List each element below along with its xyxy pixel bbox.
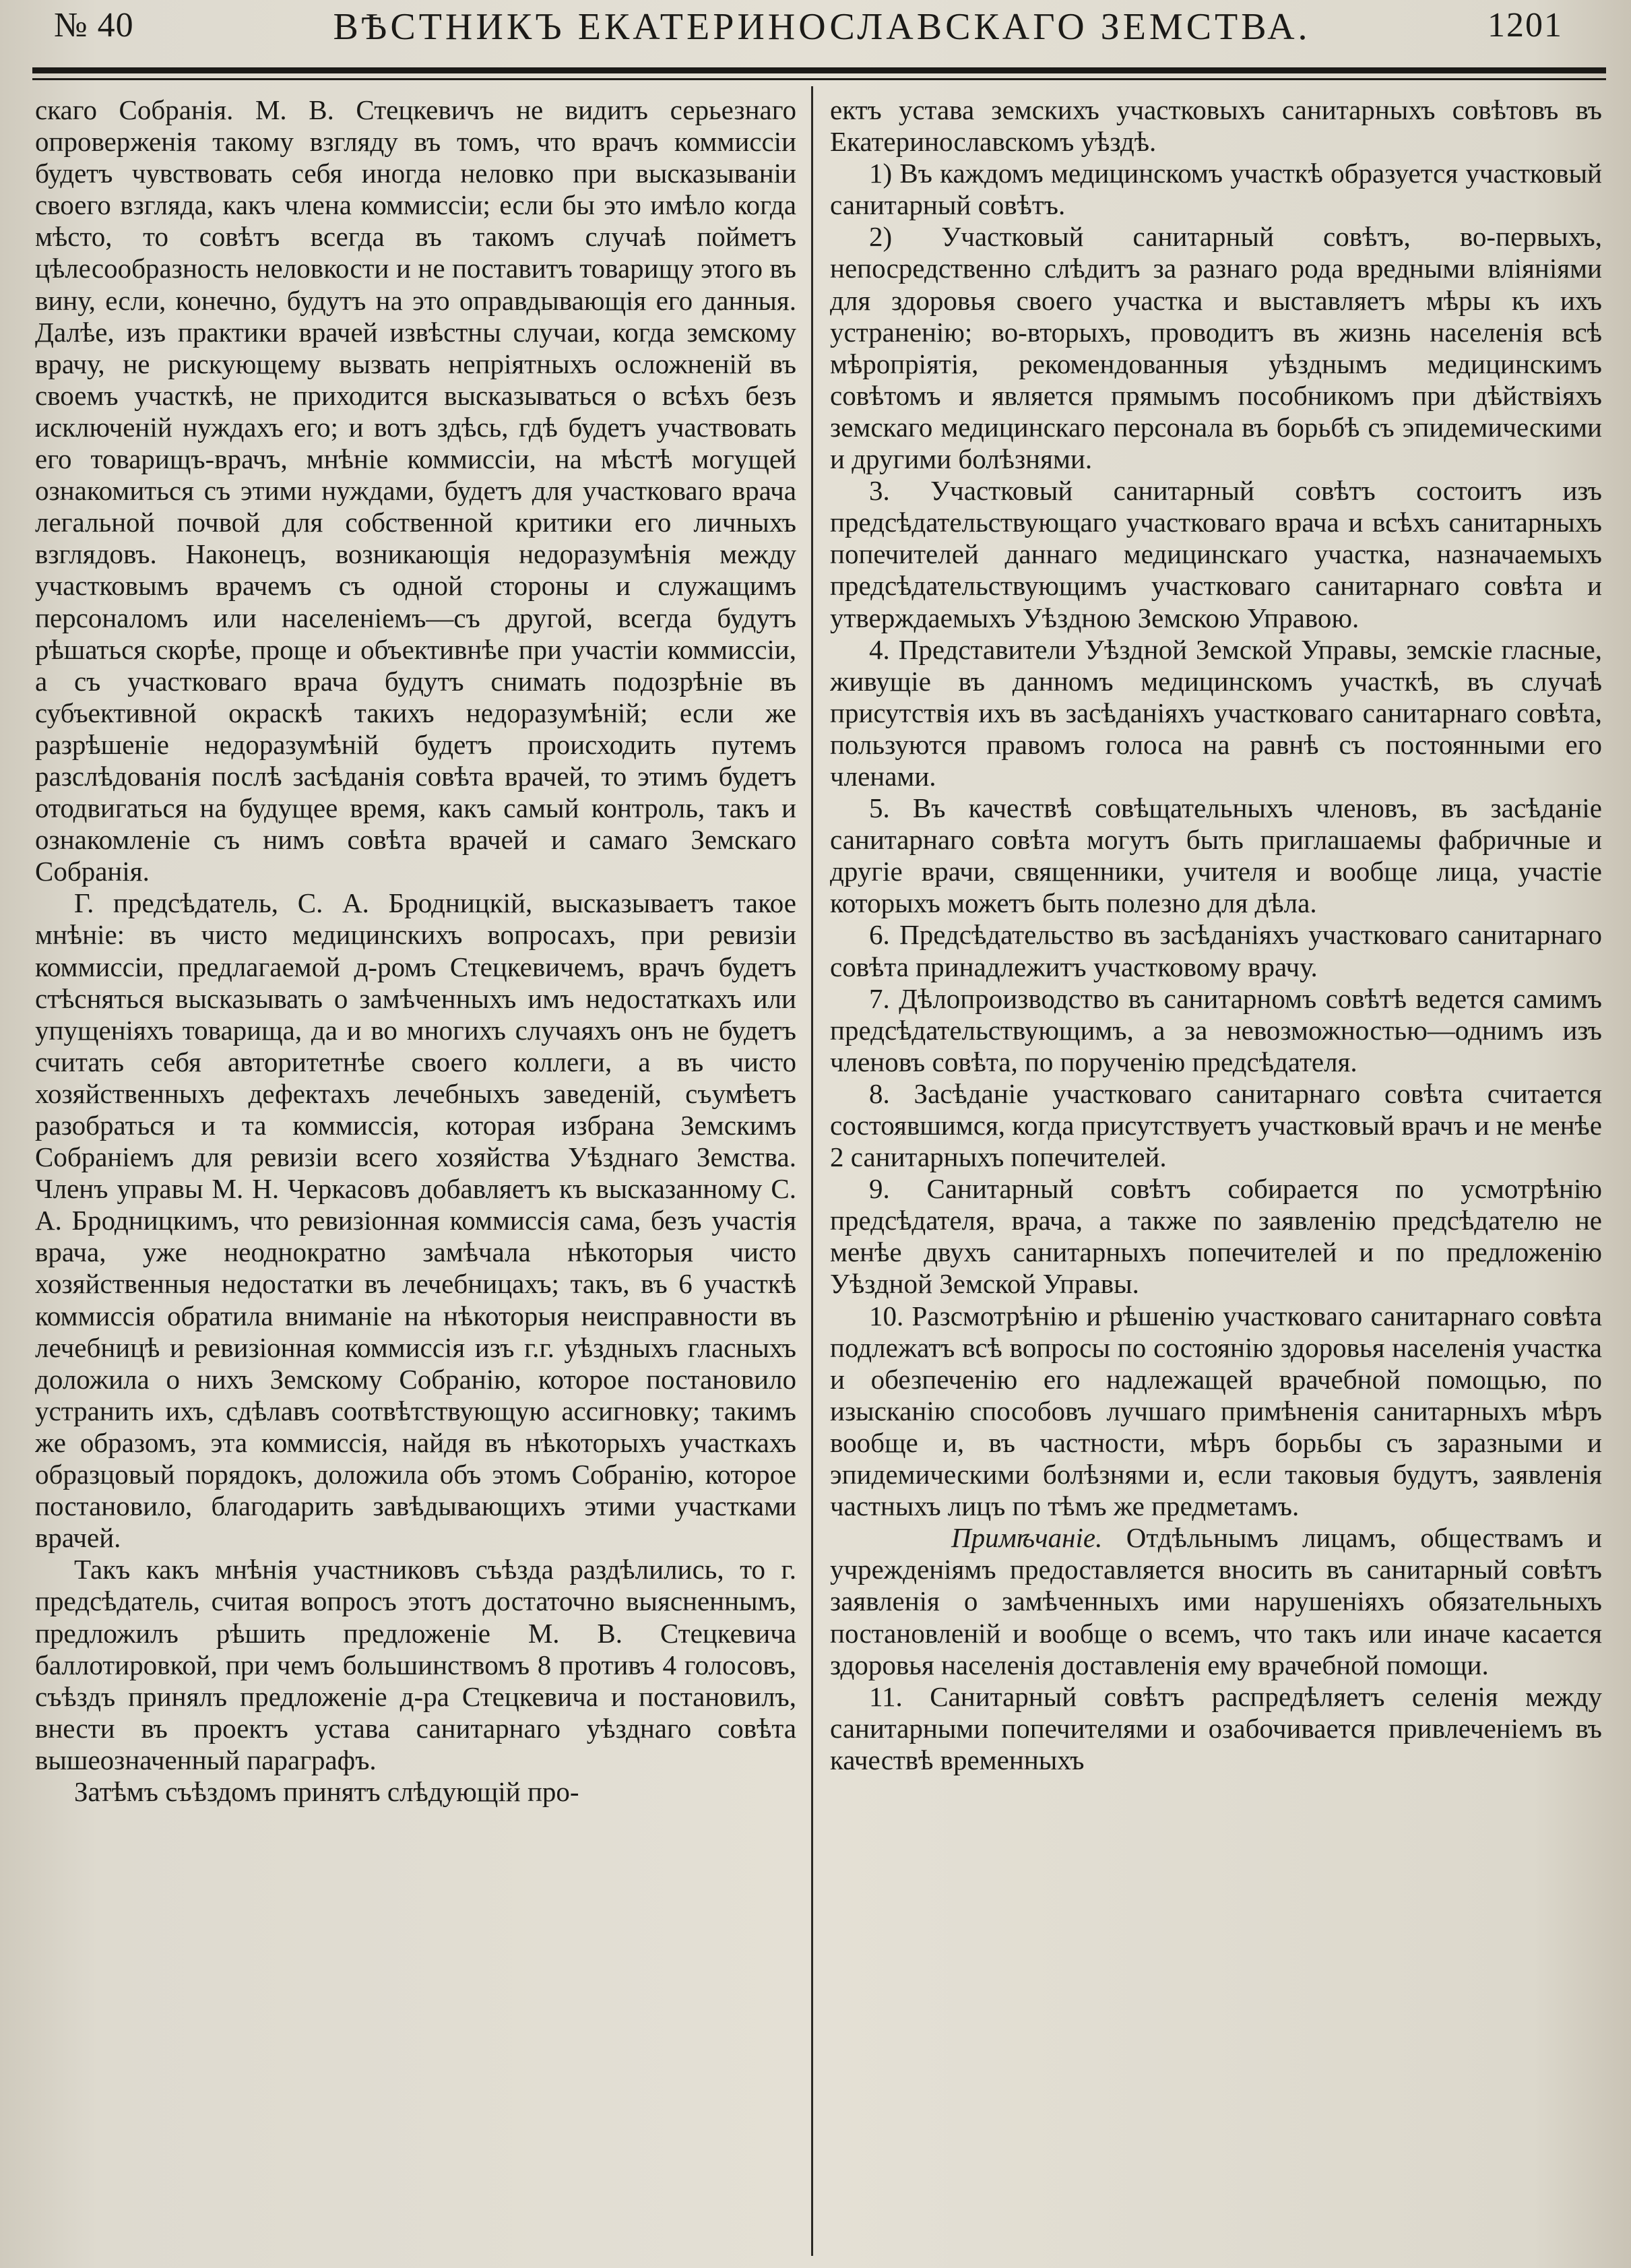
journal-title: ВѢСТНИКЪ ЕКАТЕРИНОСЛАВСКАГО ЗЕМСТВА.	[333, 6, 1311, 48]
column-divider	[811, 86, 813, 2256]
article-6: 6. Предсѣдательство въ засѣданіяхъ участковаго санитарнаго совѣта принадлежитъ участковому врачу.	[830, 919, 1602, 982]
left-paragraph-1: скаго Собранія. М. В. Стецкевичъ не видитъ серьезнаго опроверженія такому взгляду въ томъ, что врачъ коммиссіи будетъ чувствовать себя иногда неловко при высказываніи своего взгляда, какъ члена коммиссіи; если бы это имѣло когда мѣсто, то совѣтъ всегда въ такомъ случаѣ пойметъ цѣлесообразность неловкости и не поставитъ товарищу этого въ вину, если, конечно, будутъ на это оправдывающія его данныя. Далѣе, изъ практики врачей извѣстны случаи, когда земскому врачу, не рискующему вызвать непріятныхъ осложненій въ своемъ участкѣ, не приходится высказываться о всѣхъ безъ исключеній нуждахъ его; и вотъ здѣсь, гдѣ будетъ участвовать его товарищъ-врачъ, мнѣніе коммиссіи, на мѣстѣ могущей ознакомиться съ этими нуждами, будетъ для участковаго врача легальной почвой для собственной критики его личныхъ взглядовъ. Наконецъ, возникающія недоразумѣнія между участковымъ врачемъ съ одной стороны и служащимъ персоналомъ или населеніемъ—съ другой, всегда будутъ рѣшаться скорѣе, проще и объективнѣе при участіи коммиссіи, а съ участковаго врача будутъ снимать подозрѣніе въ субъективной окраскѣ такихъ недоразумѣній; если же разрѣшеніе недоразумѣній будетъ происходить путемъ разслѣдованія послѣ засѣданія совѣта врачей, то этимъ будетъ отодвигаться на будущее время, какъ самый контроль, такъ и ознакомленіе съ нимъ совѣта врачей и самаго Земскаго Собранія.	[35, 94, 796, 887]
article-1: 1) Въ каждомъ медицинскомъ участкѣ образуется участковый санитарный совѣтъ.	[830, 158, 1602, 221]
right-paragraph-1: ектъ устава земскихъ участковыхъ санитарныхъ совѣтовъ въ Екатеринославскомъ уѣздѣ.	[830, 94, 1602, 158]
left-paragraph-2: Г. предсѣдатель, С. А. Бродницкій, высказываетъ такое мнѣніе: въ чисто медицинскихъ вопросахъ, при ревизіи коммиссіи, предлагаемой д-ромъ Стецкевичемъ, врачъ будетъ стѣсняться высказывать о замѣченныхъ имъ недостаткахъ или упущеніяхъ товарища, да и во многихъ случаяхъ онъ не будетъ считать себя авторитетнѣе своего коллеги, а въ чисто хозяйственныхъ дефектахъ лечебныхъ заведеній, съумѣетъ разобраться и та коммиссія, которая избрана Земскимъ Собраніемъ для ревизіи всего хозяйства Уѣзднаго Земства. Членъ управы М. Н. Черкасовъ добавляетъ къ высказанному С. А. Бродницкимъ, что ревизіонная коммиссія сама, безъ участія врача, уже неоднократно замѣчала нѣкоторыя чисто хозяйственныя недостатки въ лечебницахъ; такъ, въ 6 участкѣ коммиссія обратила вниманіе на нѣкоторыя неисправности въ лечебницѣ и ревизіонная коммиссія изъ г.г. уѣздныхъ гласныхъ доложила о нихъ Земскому Собранію, которое постановило устранить ихъ, сдѣлавъ соотвѣтствующую ассигновку; такимъ же образомъ, эта коммиссія, найдя въ нѣкоторыхъ участкахъ образцовый порядокъ, доложила объ этомъ Собранію, которое постановило, благодарить завѣдывающихъ этими участками врачей.	[35, 887, 796, 1554]
right-column	[830, 94, 1602, 2264]
left-column	[35, 94, 796, 2264]
issue-number: № 40	[54, 6, 134, 44]
article-11: 11. Санитарный совѣтъ распредѣляетъ селенія между санитарными попечителями и озабочивается привлеченіемъ въ качествѣ временныхъ	[830, 1680, 1602, 1775]
left-paragraph-4: Затѣмъ съѣздомъ принятъ слѣдующій про-	[74, 1775, 579, 1807]
article-5: 5. Въ качествѣ совѣщательныхъ членовъ, въ засѣданіе санитарнаго совѣта могутъ быть приглашаемы фабричные и другіе врачи, священники, учителя и вообще лица, участіе которыхъ можетъ быть полезно для дѣла.	[830, 792, 1602, 919]
article-8: 8. Засѣданіе участковаго санитарнаго совѣта считается состоявшимся, когда присутствуетъ участковый врачъ и не менѣе 2 санитарныхъ попечителей.	[830, 1077, 1602, 1173]
article-10: 10. Разсмотрѣнію и рѣшенію участковаго санитарнаго совѣта подлежатъ всѣ вопросы по состоянію здоровья населенія участка и обезпеченію его надлежащей врачебной помощью, по изысканію способовъ лучшаго примѣненія санитарныхъ мѣръ вообще и, въ частности, мѣръ борьбы съ заразными и эпидемическими болѣзнями и, если таковыя будутъ, заявленія частныхъ лицъ по тѣмъ же предметамъ.	[830, 1300, 1602, 1522]
article-4: 4. Представители Уѣздной Земской Управы, земскіе гласные, живущіе въ данномъ медицинскомъ участкѣ, въ случаѣ присутствія ихъ въ засѣданіяхъ участковаго санитарнаго совѣта, пользуются правомъ голоса на равнѣ съ постоянными его членами.	[830, 633, 1602, 792]
article-9: 9. Санитарный совѣтъ собирается по усмотрѣнію предсѣдателя, врача, а также по заявленію предсѣдателю не менѣе двухъ санитарныхъ попечителей и по предложенію Уѣздной Земской Управы.	[830, 1173, 1602, 1300]
page-number: 1201	[1488, 6, 1563, 44]
header-rule-thin	[32, 78, 1606, 80]
article-2: 2) Участковый санитарный совѣтъ, во-первыхъ, непосредственно слѣдитъ за разнаго рода вредными вліяніями для здоровья своего участка и выставляетъ мѣры къ ихъ устраненію; во-вторыхъ, проводитъ въ жизнь населенія всѣ мѣропріятія, рекомендованныя уѣзднымъ медицинскимъ совѣтомъ и является прямымъ пособникомъ при дѣйствіяхъ земскаго медицинскаго персонала въ борьбѣ съ эпидемическими и другими болѣзнями.	[830, 221, 1602, 475]
article-3: 3. Участковый санитарный совѣтъ состоитъ изъ предсѣдательствующаго участковаго врача и всѣхъ санитарныхъ попечителей даннаго медицинскаго участка, назначаемыхъ предсѣдательствующимъ участковаго санитарнаго совѣта и утверждаемыхъ Уѣздною Земскою Управою.	[830, 475, 1602, 633]
masthead	[40, 5, 1603, 47]
note-text: Отдѣльнымъ лицамъ, обществамъ и учрежденіямъ предоставляется вносить въ санитарный совѣтъ заявленія о замѣченныхъ ими нарушеніяхъ обязательныхъ постановленій и вообще о всемъ, что такъ или иначе касается здоровья населенія доставленія ему врачебной помощи.	[830, 1522, 1602, 1680]
article-7: 7. Дѣлопроизводство въ санитарномъ совѣтѣ ведется самимъ предсѣдательствующимъ, а за невозможностью—однимъ изъ членовъ совѣта, по порученію предсѣдателя.	[830, 982, 1602, 1077]
note-label: Примѣчаніе.	[951, 1522, 1103, 1554]
header-rule-thick	[32, 67, 1606, 73]
left-paragraph-3: Такъ какъ мнѣнія участниковъ съѣзда раздѣлились, то г. предсѣдатель, считая вопросъ этотъ достаточно выясненнымъ, предложилъ рѣшить предложеніе М. В. Стецкевича баллотировкой, при чемъ большинствомъ 8 противъ 4 голосовъ, съѣздъ принялъ предложеніе д-ра Стецкевича и постановилъ, внести въ проектъ устава санитарнаго уѣзднаго совѣта вышеозначенный параграфъ.	[35, 1554, 796, 1775]
note-paragraph	[830, 1522, 1602, 1680]
